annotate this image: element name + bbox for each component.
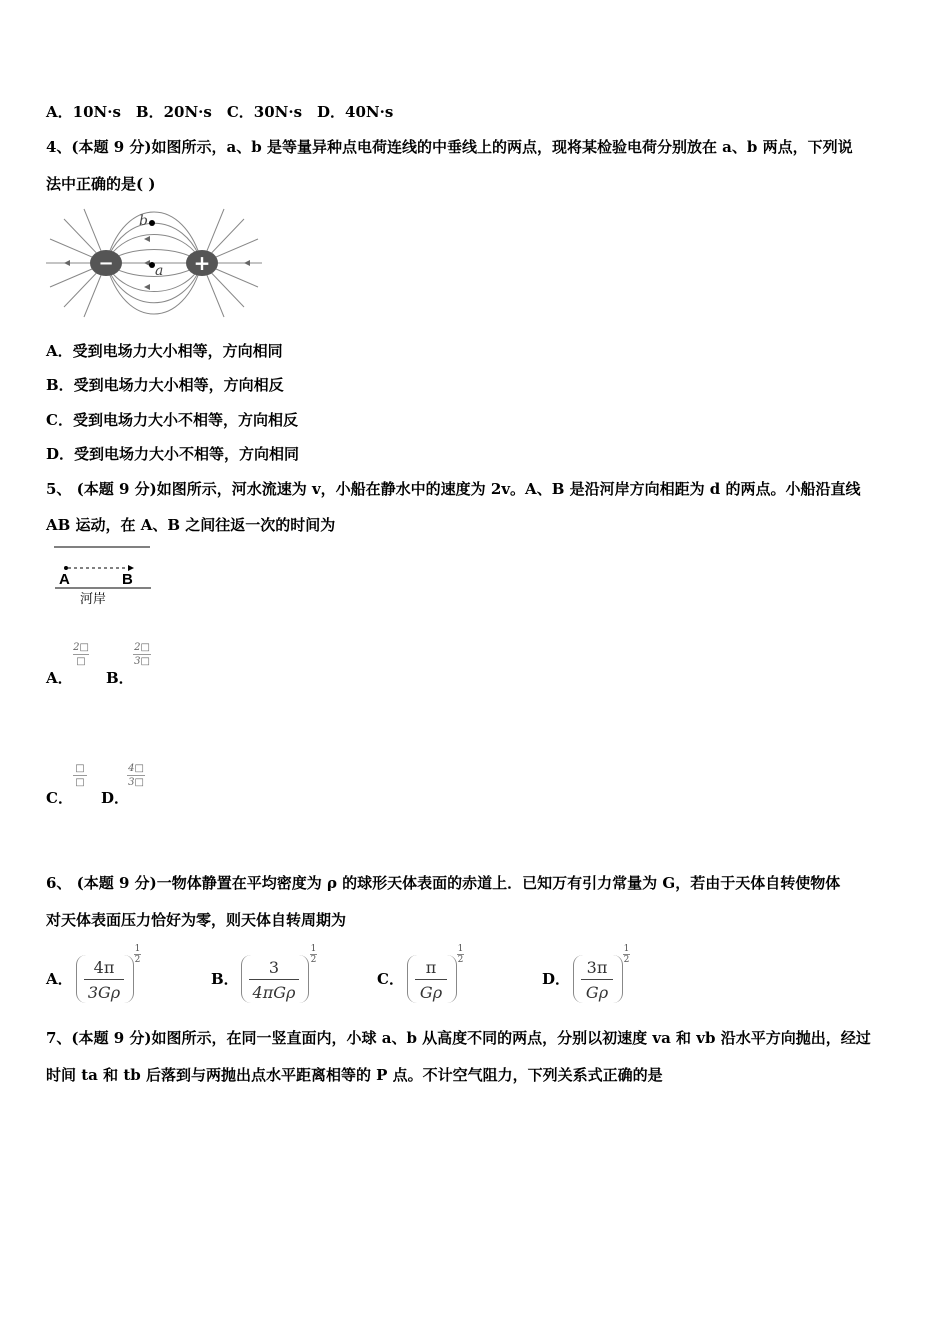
q6-b-numerator: 3: [268, 958, 280, 977]
q3-options: A．10N·s B．20N·s C．30N·s D．40N·s: [46, 103, 394, 121]
q6-a-fraction-bar: [84, 979, 124, 980]
q6-stem-line2: 对天体表面压力恰好为零，则天体自转周期为: [46, 911, 347, 929]
point-b-label: b: [139, 213, 148, 229]
q6-d-fraction-bar: [581, 979, 613, 980]
q7-stem-line1: 7、(本题 9 分)如图所示，在同一竖直面内，小球 a、b 从高度不同的两点，分别以初速度 va 和 vb 沿水平方向抛出，经过: [46, 1029, 871, 1047]
point-a-label: a: [155, 263, 164, 279]
electric-field-figure: [44, 205, 264, 323]
q6-c-exponent: 1 2: [457, 944, 464, 965]
point-B-label: B: [122, 571, 133, 588]
point-A-label: A: [59, 571, 70, 588]
q6-a-denominator: 3Gρ: [87, 983, 121, 1002]
q6-d-exponent: 1 2: [623, 944, 630, 965]
q6-option-d-label: D．: [542, 970, 571, 988]
q6-option-c-label: C．: [377, 970, 404, 988]
q4-option-b: B．受到电场力大小相等，方向相反: [46, 376, 284, 394]
q6-b-fraction-bar: [249, 979, 299, 980]
q4-option-a: A．受到电场力大小相等，方向相同: [46, 342, 283, 360]
q4-option-c: C．受到电场力大小不相等，方向相反: [46, 411, 298, 429]
q5-option-b-fraction: 2□ 3□: [134, 642, 150, 667]
q4-stem-line2: 法中正确的是( ): [46, 175, 156, 193]
q5-stem-line1: 5、 (本题 9 分)如图所示，河水流速为 v，小船在静水中的速度为 2v。A、B 是沿河岸方向相距为 d 的两点。小船沿直线: [46, 480, 861, 498]
q5-option-b-label: B．: [106, 669, 134, 687]
negative-charge-sign: −: [98, 253, 114, 274]
q4-stem-line1: 4、(本题 9 分)如图所示，a、b 是等量异种点电荷连线的中垂线上的两点，现将某检验电荷分别放在 a、b 两点，下列说: [46, 138, 853, 156]
river-bank-label: 河岸: [80, 592, 107, 607]
q6-d-denominator: Gρ: [585, 983, 609, 1002]
river-bank-figure: [52, 540, 156, 610]
q6-b-denominator: 4πGρ: [252, 983, 296, 1002]
q5-option-c-label: C．: [46, 789, 73, 807]
q6-c-denominator: Gρ: [419, 983, 443, 1002]
q5-option-a-fraction: 2□ □: [73, 642, 89, 667]
q6-a-numerator: 4π: [93, 958, 115, 977]
q6-option-b-label: B．: [211, 970, 239, 988]
q5-stem-line2: AB 运动，在 A、B 之间往返一次的时间为: [46, 516, 336, 534]
q6-c-fraction-bar: [415, 979, 447, 980]
q6-c-numerator: π: [425, 958, 437, 977]
q5-option-a-label: A．: [46, 669, 73, 687]
positive-charge-sign: +: [193, 251, 211, 275]
q6-b-exponent: 1 2: [310, 944, 317, 965]
q5-option-c-fraction: □ □: [73, 763, 87, 788]
q6-a-exponent: 1 2: [134, 944, 141, 965]
q6-stem-line1: 6、 (本题 9 分)一物体静置在平均密度为 ρ 的球形天体表面的赤道上．已知万有引力常量为 G，若由于天体自转使物体: [46, 874, 841, 892]
q6-option-a-label: A．: [46, 970, 73, 988]
q4-option-d: D．受到电场力大小不相等，方向相同: [46, 445, 300, 463]
q5-option-d-label: D．: [101, 789, 130, 807]
q7-stem-line2: 时间 ta 和 tb 后落到与两抛出点水平距离相等的 P 点。不计空气阻力，下列关系式正确的是: [46, 1066, 663, 1084]
q6-d-numerator: 3π: [586, 958, 608, 977]
q5-option-d-fraction: 4□ 3□: [128, 763, 144, 788]
